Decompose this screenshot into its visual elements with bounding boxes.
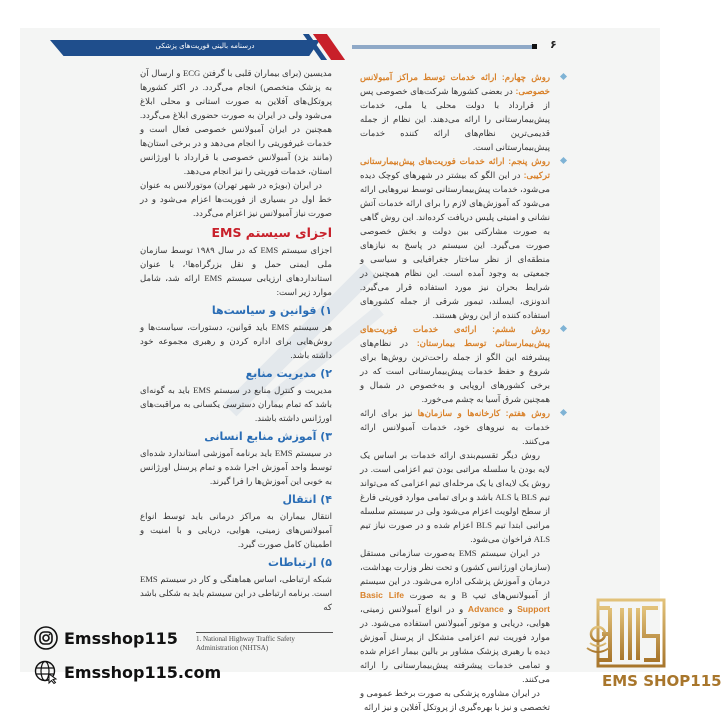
- website-text: Emsshop115.com: [64, 662, 222, 682]
- section-heading: اجزای سیستم EMS: [211, 225, 332, 240]
- item-title: روش چهارم: ارائه خدمات توسط مراکز آمبولانس خصوصی:: [360, 72, 550, 96]
- paragraph: مدیریت و کنترل منابع در سیستم EMS باید به گونه‌ای باشد که تمام بیماران دسترسی یکسانی به مراقبت‌های اورژانس داشته باشند.: [140, 385, 332, 423]
- item-body: در بعضی کشورها شرکت‌های خصوصی پس از قرارداد با دولت محلی یا ملی، خدمات پیش‌بیمارستانی را ارائه می‌دهند. این نظام از جمله قدیمی‌ترین نظام‌های ارائه کننده خدمات پیش‌بیمارستانی است.: [360, 86, 550, 152]
- method-item: [360, 154, 550, 322]
- instagram-icon: [34, 626, 58, 650]
- highlight-term: Advance: [467, 604, 504, 614]
- page-number: ۶: [550, 38, 557, 51]
- highlight-term: Basic Life Support: [360, 590, 550, 614]
- header-rule: [352, 45, 534, 49]
- paragraph: [360, 546, 550, 686]
- item-title: روش ششم: ارائه‌ی خدمات فوریت‌های پیش‌بیمارستانی توسط بیمارستان:: [360, 324, 550, 348]
- ems-shop-logo: [530, 588, 722, 698]
- paragraph: روش دیگر تقسیم‌بندی ارائه خدمات بر اساس یک لایه بودن یا سلسله مراتبی بودن تیم اعزامی است. در روش یک لایه‌ای یا یک مرحله‌ای تیم اعزامی که می‌تواند تیم BLS یا ALS باشد و برای تمامی موارد فوریتی فارغ از سطح اولویت اعزام می‌شود ولی در سیستم سلسله مراتبی ابتدا تیم BLS اعزام شده و در صورت نیاز تیم ALS فراخوان می‌شود.: [360, 450, 550, 544]
- text: و در انواع آمبولانس زمینی، هوایی، دریایی و موتور آمبولانس استفاده می‌شود. در موارد فوریت تیم اعزامی متشکل از پرسنل آموزش دیده با رهبری پزشک مشاور بر بالین بیمار اعزام شده و تمامی خدمات پیشرفته پیش‌بیمارستانی را ارائه می‌کنند.: [360, 604, 550, 684]
- item-body: نیز برای ارائه خدمات به نیروهای خود، خدمات آمبولانس ارائه می‌کنند.: [360, 408, 550, 446]
- paragraph: در ایران مشاوره پزشکی به صورت برخط عمومی و تخصصی و نیز با بهره‌گیری از پروتکل آفلاین و نیز ارائه: [360, 688, 550, 712]
- subsection-heading: ۲) مدیریت منابع: [245, 367, 332, 380]
- subsection-heading: ۱) قوانین و سیاست‌ها: [211, 304, 332, 317]
- paragraph: اجزای سیستم EMS که در سال ۱۹۸۹ توسط سازمان ملی ایمنی حمل و نقل بزرگراه‌ها¹، با عنوان استانداردهای ارزیابی سیستم EMS ارائه شد، شامل موارد زیر است:: [140, 245, 332, 297]
- book-title: درسنامه بالینی فوریت‌های پزشکی: [155, 42, 255, 50]
- item-title: روش هفتم: کارخانه‌ها و سازمان‌ها: [417, 408, 550, 418]
- method-item: [360, 322, 550, 406]
- text: و: [503, 604, 518, 614]
- website-link[interactable]: [34, 660, 221, 684]
- paragraph: در سیستم EMS باید برنامه آموزشی استاندارد شده‌ای توسط واحد آموزش اجرا شده و تمام پرسنل اورژانس به خوبی این آموزش‌ها را فرا گیرند.: [140, 448, 332, 486]
- header-rule-end: [532, 44, 537, 49]
- text: در ایران سیستم EMS به‌صورت سازمانی مستقل (سازمان اورژانس کشور) و تحت نظر وزارت بهداشت، درمان و آموزش پزشکی اداره می‌شود. در این سیستم از آمبولانس‌های تیپ B و به صورت: [360, 548, 550, 600]
- right-column: [360, 70, 550, 714]
- item-title: روش پنجم: ارائه خدمات فوریت‌های پیش‌بیمارستانی ترکیبی:: [360, 156, 550, 180]
- logo-text: EMS SHOP115: [602, 672, 722, 690]
- paragraph: در ایران (بویژه در شهر تهران) موتورلانس به عنوان خط اول در بسیاری از فوریت‌ها اعزام می‌شود و در صورت نیاز آمبولانس نیز اعزام می‌گردد.: [140, 180, 332, 218]
- method-item: [360, 70, 550, 154]
- paragraph: شبکه ارتباطی، اساس هماهنگی و کار در سیستم EMS است. برنامه ارتباطی در این سیستم باید به شکلی باشد که: [140, 574, 332, 612]
- subsection-heading: ۳) آموزش منابع انسانی: [204, 430, 332, 443]
- footnote-divider: [196, 632, 333, 633]
- item-body: در این الگو که بیشتر در شهرهای کوچک دیده می‌شود، خدمات پیش‌بیمارستانی توسط نیروهایی ارائه می‌شود که آموزش‌های لازم را برای ارائه خدمات آتش نشانی و امنیتی پلیس دریافت کرده‌اند. این روش گاهی به صورت مشارکتی بین دولت و بخش خصوصی صورت می‌گیرد. این سیستم در پاسخ به نیازهای منطقه‌ای از نظر ساختار جغرافیایی و سیاسی و جمعیتی به وجود آمده است. این نظام همچنین در شرایط بحران نیز مورد استفاده قرار می‌گیرد. اندونزی، ایسلند، تیمور شرقی از جمله کشورهای استفاده کننده از این روش هستند.: [360, 170, 550, 320]
- instagram-text: Emsshop115: [64, 628, 178, 648]
- subsection-heading: ۵) ارتباطات: [268, 556, 332, 569]
- subsection-heading: ۴) انتقال: [282, 493, 332, 506]
- paragraph: انتقال بیماران به مراکز درمانی باید توسط انواع آمبولانس‌های زمینی، هوایی، دریایی و با امنیت و اطمینان کامل صورت گیرد.: [140, 511, 332, 549]
- instagram-handle: [34, 626, 178, 650]
- method-item: [360, 406, 550, 448]
- paragraph: هر سیستم EMS باید قوانین، دستورات، سیاست‌ها و روش‌هایی برای اداره کردن و رهبری مجموعه خود داشته باشد.: [140, 322, 332, 360]
- left-column: [140, 66, 332, 614]
- globe-icon: [34, 660, 58, 684]
- footnote: 1. National Highway Traffic Safety Administration (NHTSA): [196, 635, 295, 652]
- paragraph: مدیسین (برای بیماران قلبی با گرفتن ECG و ارسال آن به پزشک متخصص) انجام می‌گردد. در اکثر کشورها پروتکل‌های آفلاین به صورت استانی و محلی ابلاغ می‌شود ولی در ایران به صورت حضوری ابلاغ می‌گردد. همچنین در ایران آمبولانس خصوصی فعال است و خدمات غیرفوریتی را انجام می‌دهد و در برخی استان‌ها (مانند یزد) آمبولانس خصوصی با قرارداد با اورژانس استان، خدمات فوریتی را نیز انجام می‌دهد.: [140, 68, 332, 176]
- item-body: در نظام‌های پیشرفته این الگو از جمله راحت‌ترین روش‌ها برای شروع و حفظ خدمات پیش‌بیمارستانی است که در برخی کشورهای اروپایی و به‌خصوص در شمال و همچنین شرق آسیا به چشم می‌خورد.: [360, 338, 550, 404]
